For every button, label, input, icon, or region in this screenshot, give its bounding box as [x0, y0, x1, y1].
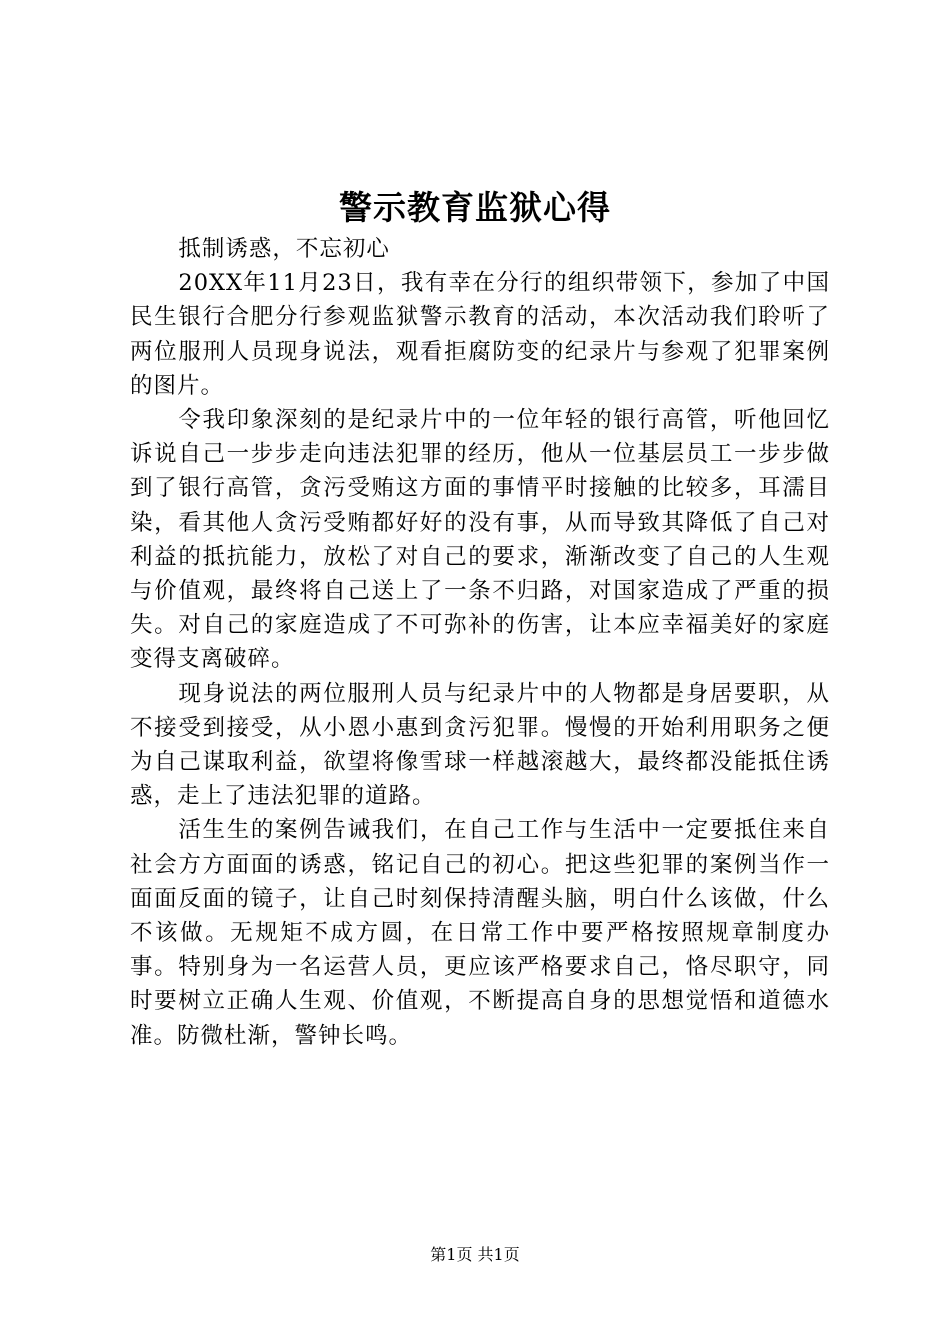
page-title: 警示教育监狱心得 — [339, 188, 611, 227]
body-paragraph: 活生生的案例告诫我们，在自己工作与生活中一定要抵住来自社会方方面面的诱惑，铭记自己的初心。把这些犯罪的案例当作一面面反面的镜子，让自己时刻保持清醒头脑，明白什么该做，什么不该做。无规矩不成方圆，在日常工作中要严格按照规章制度办事。特别身为一名运营人员，更应该严格要求自己，恪尽职守，同时要树立正确人生观、价值观，不断提高自身的思想觉悟和道德水准。防微杜渐，警钟长鸣。 — [130, 817, 830, 1049]
subtitle-paragraph: 抵制诱惑，不忘初心 — [178, 236, 390, 262]
body-paragraph: 现身说法的两位服刑人员与纪录片中的人物都是身居要职，从不接受到接受，从小恩小惠到贪污犯罪。慢慢的开始利用职务之便为自己谋取利益，欲望将像雪球一样越滚越大，最终都没能抵住诱惑，走上了违法犯罪的道路。 — [130, 680, 830, 810]
document-body — [130, 232, 830, 1053]
page-footer: 第1页 共1页 — [430, 1245, 520, 1264]
body-paragraph: 20XX年11月23日，我有幸在分行的组织带领下，参加了中国民生银行合肥分行参观监狱警示教育的活动，本次活动我们聆听了两位服刑人员现身说法，观看拒腐防变的纪录片与参观了犯罪案例的图片。 — [130, 270, 830, 399]
body-paragraph: 令我印象深刻的是纪录片中的一位年轻的银行高管，听他回忆诉说自己一步步走向违法犯罪的经历，他从一位基层员工一步步做到了银行高管，贪污受贿这方面的事情平时接触的比较多，耳濡目染，看其他人贪污受贿都好好的没有事，从而导致其降低了自己对利益的抵抗能力，放松了对自己的要求，渐渐改变了自己的人生观与价值观，最终将自己送上了一条不归路，对国家造成了严重的损失。对自己的家庭造成了不可弥补的伤害，让本应幸福美好的家庭变得支离破碎。 — [130, 407, 830, 673]
